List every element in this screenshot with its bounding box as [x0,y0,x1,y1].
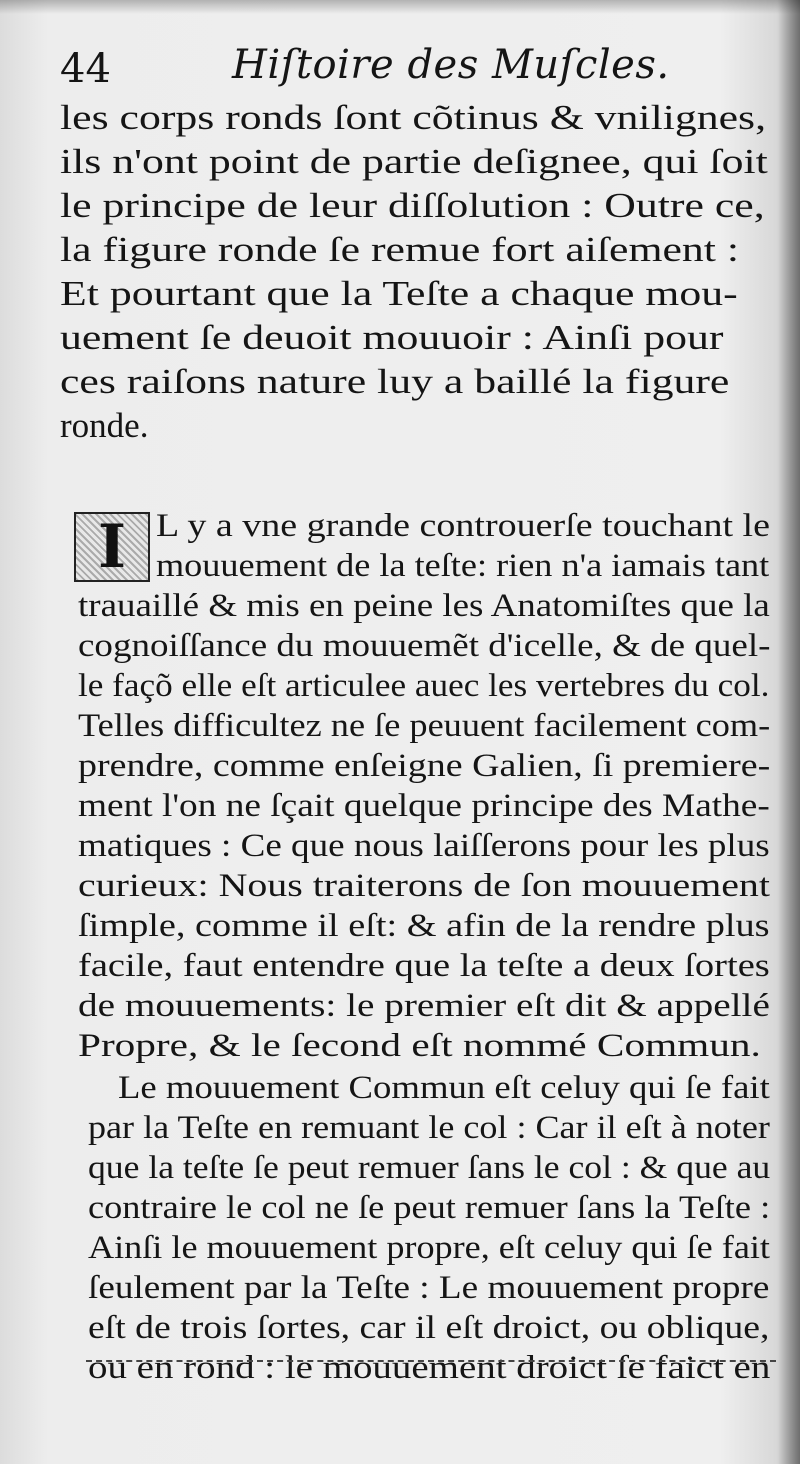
text-line: Telles difficultez ne ſe peuuent facilement com- [78,708,771,744]
drop-cap-letter: I [76,514,148,580]
text-line: eſt de trois ſortes, car il eſt droict, ou oblique, [88,1310,770,1346]
text-line: ils n'ont point de partie deſignee, qui ſoit [60,142,768,181]
text-line: Propre, & le ſecond eſt nommé Commun. [78,1028,761,1064]
text-line: le façõ elle eſt articulee auec les vertebres du col. [78,668,770,704]
page-top-shadow [0,0,800,14]
text-line: de mouuements: le premier eſt dit & appellé [78,988,770,1024]
text-line: curieux: Nous traiterons de ſon mouuement [78,868,770,904]
text-line: uement ſe deuoit mouuoir : Ainſi pour [60,318,724,357]
text-line: L y a vne grande controuerſe touchant le [156,508,770,544]
ornamental-drop-cap [74,512,150,582]
text-line: mouuement de la teſte: rien n'a iamais tant [156,548,770,584]
text-line: que la teſte ſe peut remuer ſans le col : & que au [88,1150,771,1186]
text-line: les corps ronds ſont cõtinus & vnilignes, [60,98,767,137]
text-line: prendre, comme enſeigne Galien, ſi premiere- [78,748,771,784]
text-line: ou en rond : le mouuement droict ſe faict en [88,1350,771,1386]
text-line: ſimple, comme il eſt: & afin de la rendre plus [78,908,770,944]
bottom-rule [86,1360,776,1362]
text-line: ces raiſons nature luy a baillé la figure [60,362,730,401]
text-line: cognoiſſance du mouuemẽt d'icelle, & de quel- [78,628,771,664]
text-line: ronde. [60,406,149,445]
text-line: matiques : Ce que nous laiſſerons pour les plus [78,828,770,864]
text-line: ſeulement par la Teſte : Le mouuement propre [88,1270,770,1306]
text-line: facile, faut entendre que la teſte a deux ſortes [78,948,770,984]
page-number: 44 [60,46,111,92]
page-gutter-shadow [778,0,800,1464]
text-line: contraire le col ne ſe peut remuer ſans la Teſte : [88,1190,771,1226]
text-line: la figure ronde ſe remue fort aiſement : [60,230,740,269]
text-line: trauaillé & mis en peine les Anatomiſtes que la [78,588,770,624]
text-line: le principe de leur diſſolution : Outre ce, [60,186,765,225]
text-line: par la Teſte en remuant le col : Car il eſt à noter [88,1110,770,1146]
text-line: Et pourtant que la Teſte a chaque mou- [60,274,738,313]
running-title: Hiſtoire des Muſcles. [232,42,670,88]
text-line: ment l'on ne ſçait quelque principe des Mathe- [78,788,770,824]
text-line: Ainſi le mouuement propre, eſt celuy qui ſe fait [88,1230,770,1266]
text-line: Le mouuement Commun eſt celuy qui ſe fait [118,1070,770,1106]
page-header [60,40,780,96]
